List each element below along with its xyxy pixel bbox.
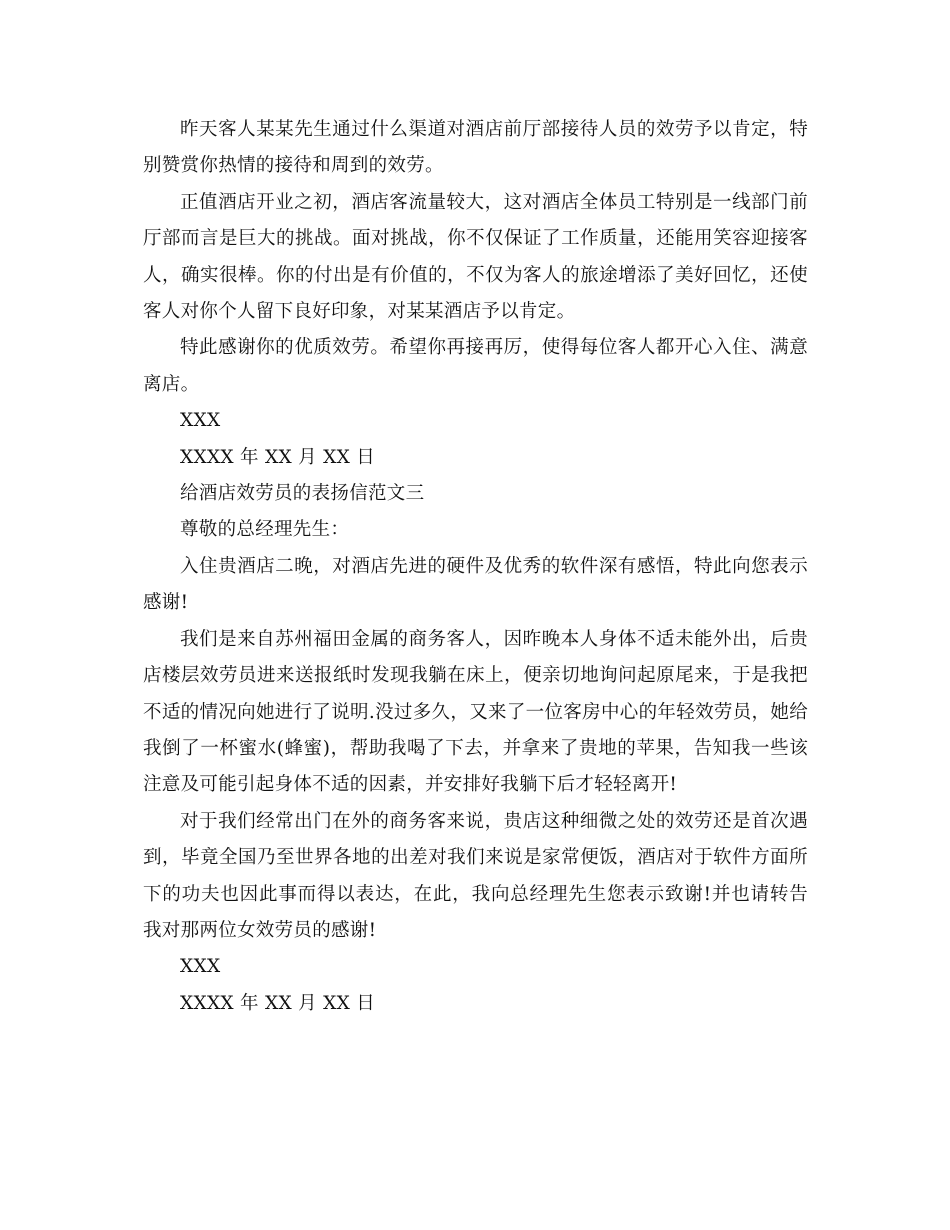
document-body [143, 112, 808, 1022]
letter-salutation: 尊敬的总经理先生： [180, 519, 350, 541]
letter-paragraph: 入住贵酒店二晚，对酒店先进的硬件及优秀的软件深有感悟，特此向您表示感谢! [143, 555, 808, 614]
section-title: 给酒店效劳员的表扬信范文三 [180, 483, 425, 505]
letter-paragraph: 我们是来自苏州福田金属的商务客人，因昨晚本人身体不适未能外出，后贵店楼层效劳员进来送报纸时发现我躺在床上，便亲切地询问起原尾来，于是我把不适的情况向她进行了说明.没过多久，又来了一位客房中心的年轻效劳员，她给我倒了一杯蜜水(蜂蜜)，帮助我喝了下去，并拿来了贵地的苹果，告知我一些该注意及可能引起身体不适的因素，并安排好我躺下后才轻轻离开! [143, 628, 808, 796]
letter-date: XXXX 年 XX 月 XX 日 [180, 992, 376, 1014]
letter-paragraph: 对于我们经常出门在外的商务客来说，贵店这种细微之处的效劳还是首次遇到，毕竟全国乃至世界各地的出差对我们来说是家常便饭，酒店对于软件方面所下的功夫也因此事而得以表达，在此，我向总经理先生您表示致谢!并也请转告我对那两位女效劳员的感谢! [143, 810, 808, 941]
letter-signature: XXX [180, 410, 221, 432]
letter-paragraph: 正值酒店开业之初，酒店客流量较大，这对酒店全体员工特别是一线部门前厅部而言是巨大的挑战。面对挑战，你不仅保证了工作质量，还能用笑容迎接客人，确实很棒。你的付出是有价值的，不仅为客人的旅途增添了美好回忆，还使客人对你个人留下良好印象，对某某酒店予以肯定。 [143, 191, 808, 323]
letter-paragraph: 特此感谢你的优质效劳。希望你再接再厉，使得每位客人都开心入住、满意离店。 [143, 337, 808, 395]
letter-signature: XXX [180, 956, 221, 978]
letter-date: XXXX 年 XX 月 XX 日 [180, 446, 376, 468]
letter-paragraph: 昨天客人某某先生通过什么渠道对酒店前厅部接待人员的效劳予以肯定，特别赞赏你热情的接待和周到的效劳。 [143, 119, 808, 177]
